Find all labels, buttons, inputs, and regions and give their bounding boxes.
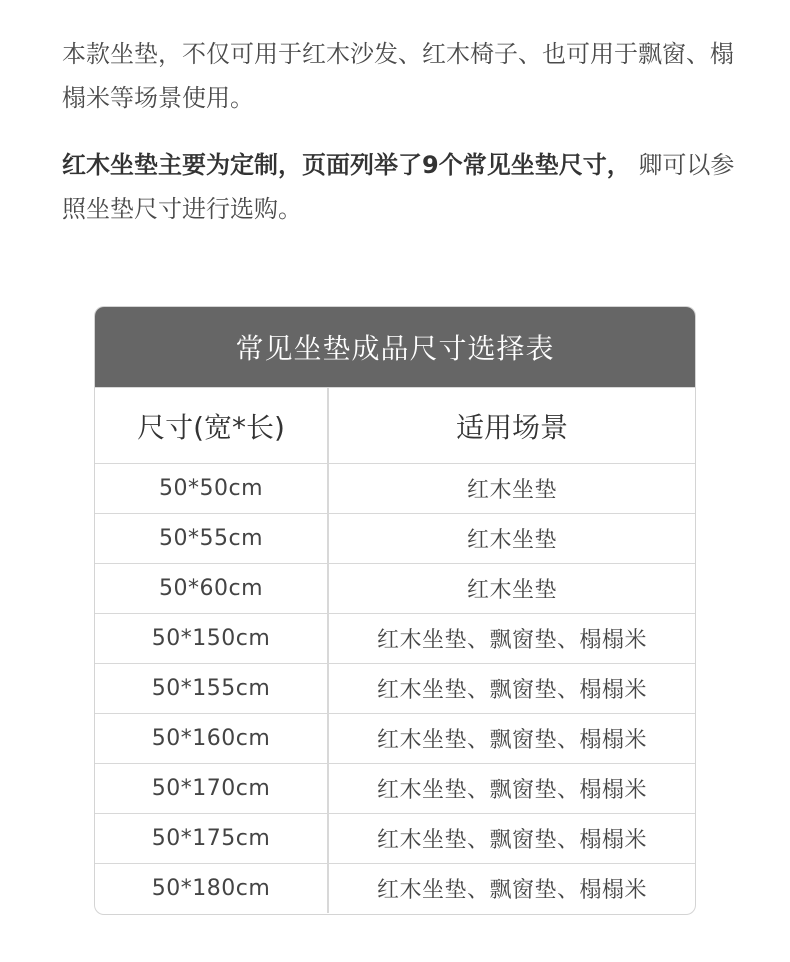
size-table <box>95 387 695 913</box>
size-cell: 50*180cm <box>95 864 328 914</box>
size-cell: 50*170cm <box>95 764 328 814</box>
scene-cell: 红木坐垫、飘窗垫、榻榻米 <box>328 864 695 914</box>
scene-cell: 红木坐垫 <box>328 464 695 514</box>
table-row <box>95 814 695 864</box>
intro-paragraph: 本款坐垫，不仅可用于红木沙发、红木椅子、也可用于飘窗、榻榻米等场景使用。 <box>62 40 734 112</box>
scene-cell: 红木坐垫、飘窗垫、榻榻米 <box>328 714 695 764</box>
size-table-card <box>95 307 695 914</box>
scene-cell: 红木坐垫、飘窗垫、榻榻米 <box>328 614 695 664</box>
intro-text <box>62 32 742 231</box>
scene-cell: 红木坐垫 <box>328 564 695 614</box>
scene-cell: 红木坐垫、飘窗垫、榻榻米 <box>328 814 695 864</box>
size-cell: 50*55cm <box>95 514 328 564</box>
intro-paragraph-custom <box>62 143 742 231</box>
size-cell: 50*160cm <box>95 714 328 764</box>
table-row <box>95 514 695 564</box>
size-cell: 50*50cm <box>95 464 328 514</box>
table-row <box>95 614 695 664</box>
table-row <box>95 464 695 514</box>
table-title: 常见坐垫成品尺寸选择表 <box>95 307 695 387</box>
intro-bold-text: 红木坐垫主要为定制，页面列举了9个常见坐垫尺寸， <box>62 151 631 179</box>
table-row <box>95 864 695 914</box>
header-scene: 适用场景 <box>328 388 695 464</box>
table-row <box>95 564 695 614</box>
scene-cell: 红木坐垫、飘窗垫、榻榻米 <box>328 764 695 814</box>
table-header-row <box>95 388 695 464</box>
size-cell: 50*150cm <box>95 614 328 664</box>
table-row <box>95 714 695 764</box>
table-row <box>95 764 695 814</box>
header-size: 尺寸(宽*长) <box>95 388 328 464</box>
scene-cell: 红木坐垫 <box>328 514 695 564</box>
table-row <box>95 664 695 714</box>
size-cell: 50*155cm <box>95 664 328 714</box>
size-cell: 50*60cm <box>95 564 328 614</box>
scene-cell: 红木坐垫、飘窗垫、榻榻米 <box>328 664 695 714</box>
intro-normal-text: 卿可以参照坐垫尺寸进行选购。 <box>62 151 735 223</box>
size-cell: 50*175cm <box>95 814 328 864</box>
